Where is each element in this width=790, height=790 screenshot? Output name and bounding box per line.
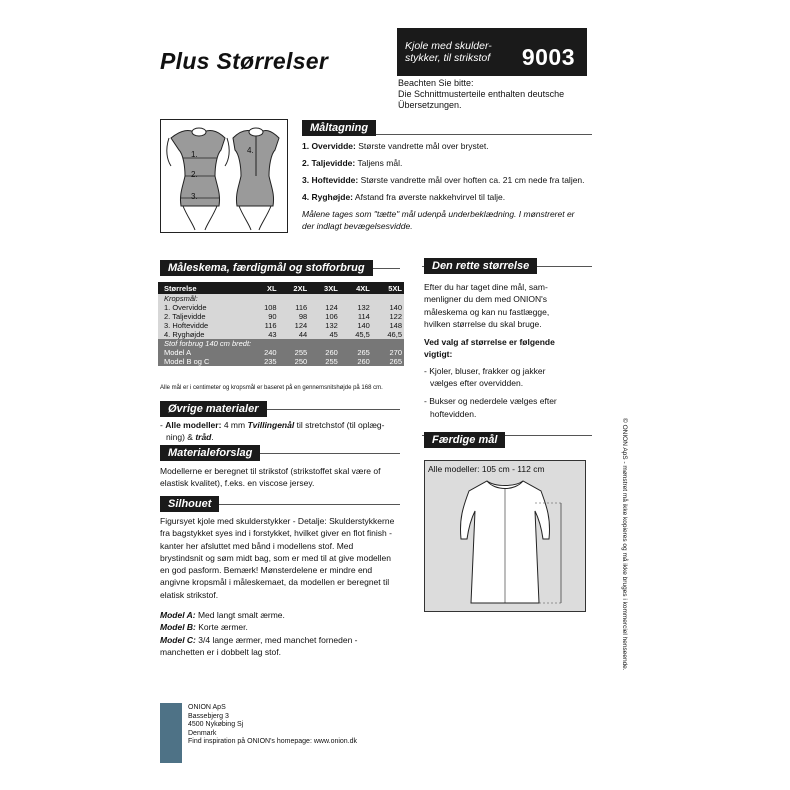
table-row: 3. Hoftevidde 116 124 132 140 148 bbox=[158, 321, 404, 330]
model-b-line: Model B: Korte ærmer. bbox=[160, 622, 248, 633]
section-header-maaleskema: Måleskema, færdigmål og stofforbrug bbox=[160, 260, 373, 276]
section-header-ovrige: Øvrige materialer bbox=[160, 401, 267, 417]
size-table-wrap bbox=[158, 282, 404, 366]
product-box bbox=[397, 28, 587, 76]
product-subtitle: Kjole med skulder- stykker, til strikstof bbox=[405, 40, 492, 64]
table-row: 2. Taljevidde 90 98 106 114 122 bbox=[158, 312, 404, 321]
page-title: Plus Størrelser bbox=[160, 48, 329, 74]
body-silhouette-illustration bbox=[161, 120, 287, 232]
figure-label-4: 4. bbox=[247, 146, 254, 155]
measurement-item: 3. Hoftevidde: Største vandrette mål over hoften ca. 21 cm nede fra taljen. bbox=[302, 175, 585, 185]
measurement-list bbox=[302, 140, 602, 232]
table-footnote: Alle mål er i centimeter og kropsmål er baseret på en gennemsnitshøjde på 168 cm. bbox=[160, 385, 383, 391]
section-header-maaltagning: Måltagning bbox=[302, 120, 376, 136]
company-address: ONION ApS Bassebjerg 3 4500 Nykøbing Sj Denmark Find inspiration på ONION's homepage: www.onion.dk bbox=[188, 704, 358, 745]
figure-label-2: 2. bbox=[191, 170, 198, 179]
table-row: Kropsmål: bbox=[158, 294, 404, 303]
materialeforslag-text: Modellerne er beregnet til strikstof (strikstoffet skal være of elastisk kvalitet), f.eks. en viscose jersey. bbox=[160, 466, 381, 489]
model-a-line: Model A: Med langt smalt ærme. bbox=[160, 610, 285, 621]
figure-label-1: 1. bbox=[191, 150, 198, 159]
den-rette-text: Efter du har taget dine mål, sam- menligner du dem med ONION's måleskema og kan nu fastlægge, hvilken størrelse du skal bruge. Ved valg af størrelse er følgende vigtigt: - Kjoler, bluser, frakker og jakker vælges efter overvidden. - Bukser og nederdele vælges efter hoftevidden. bbox=[424, 282, 557, 419]
copyright-text: © ONION ApS - mønstret må ikke kopieres og må ikke bruges i kommerciel henseende. bbox=[621, 418, 628, 671]
table-row: Model B og C 235 250 255 260 265 bbox=[158, 357, 404, 366]
section-header-materialeforslag: Materialeforslag bbox=[160, 445, 260, 461]
dress-illustration bbox=[425, 477, 585, 609]
size-table bbox=[158, 282, 404, 366]
table-row: 4. Ryghøjde 43 44 45 45,5 46,5 bbox=[158, 330, 404, 339]
product-number: 9003 bbox=[521, 44, 575, 70]
finished-measure-panel bbox=[424, 460, 586, 612]
table-row: 1. Overvidde 108 116 124 132 140 bbox=[158, 303, 404, 312]
model-c-line: Model C: 3/4 lange ærmer, med manchet forneden - bbox=[160, 634, 358, 645]
measurement-item: 1. Overvidde: Største vandrette mål over brystet. bbox=[302, 141, 489, 151]
figure-label-3: 3. bbox=[191, 192, 198, 201]
silhouet-text: Figursyet kjole med skulderstykker - Detalje: Skulderstykkerne fra bagstykket syes ind i forstykket, hvilket giver en flot finish - kanter her afsluttet med bånd i modellens stof. Med brystindsnit og søm midt bag, som er med til at give modellen en god pasform. Bemærk! Mønsterdelene er mindre end angivne kropsmål i måleskemaet, da modellen er beregnet til elatisk strikstof. Model A: Med langt smalt ærme. Model B: Korte ærmer. Model C: 3/4 lange ærmer, med manchet forneden - manchetten er i dobbelt lag stof. bbox=[160, 515, 405, 658]
ovrige-text: - Alle modeller: 4 mm Tvillingenål til stretchstof (til oplæg- ning) & tråd. bbox=[160, 420, 385, 443]
section-header-silhouet: Silhouet bbox=[160, 496, 219, 512]
german-note: Beachten Sie bitte: Die Schnittmusterteile enthalten deutsche Übersetzungen. bbox=[398, 78, 565, 110]
body-measure-figure bbox=[160, 119, 288, 233]
table-header-row: Størrelse XL 2XL 3XL 4XL 5XL bbox=[158, 282, 404, 294]
finished-measure-caption: Alle modeller: 105 cm - 112 cm bbox=[428, 464, 545, 474]
table-row: Model A 240 255 260 265 270 bbox=[158, 348, 404, 357]
brand-color-bar bbox=[160, 703, 182, 763]
section-header-faerdige: Færdige mål bbox=[424, 432, 505, 448]
measurement-note: Målene tages som "tætte" mål udenpå underbeklædning. I mønstreret er der indlagt bevægelsesvidde. bbox=[302, 209, 575, 231]
section-header-den-rette: Den rette størrelse bbox=[424, 258, 537, 274]
measurement-item: 4. Ryghøjde: Afstand fra øverste nakkehvirvel til talje. bbox=[302, 192, 506, 202]
measurement-item: 2. Taljevidde: Taljens mål. bbox=[302, 158, 403, 168]
table-row: Stof forbrug 140 cm bredt: bbox=[158, 339, 404, 348]
